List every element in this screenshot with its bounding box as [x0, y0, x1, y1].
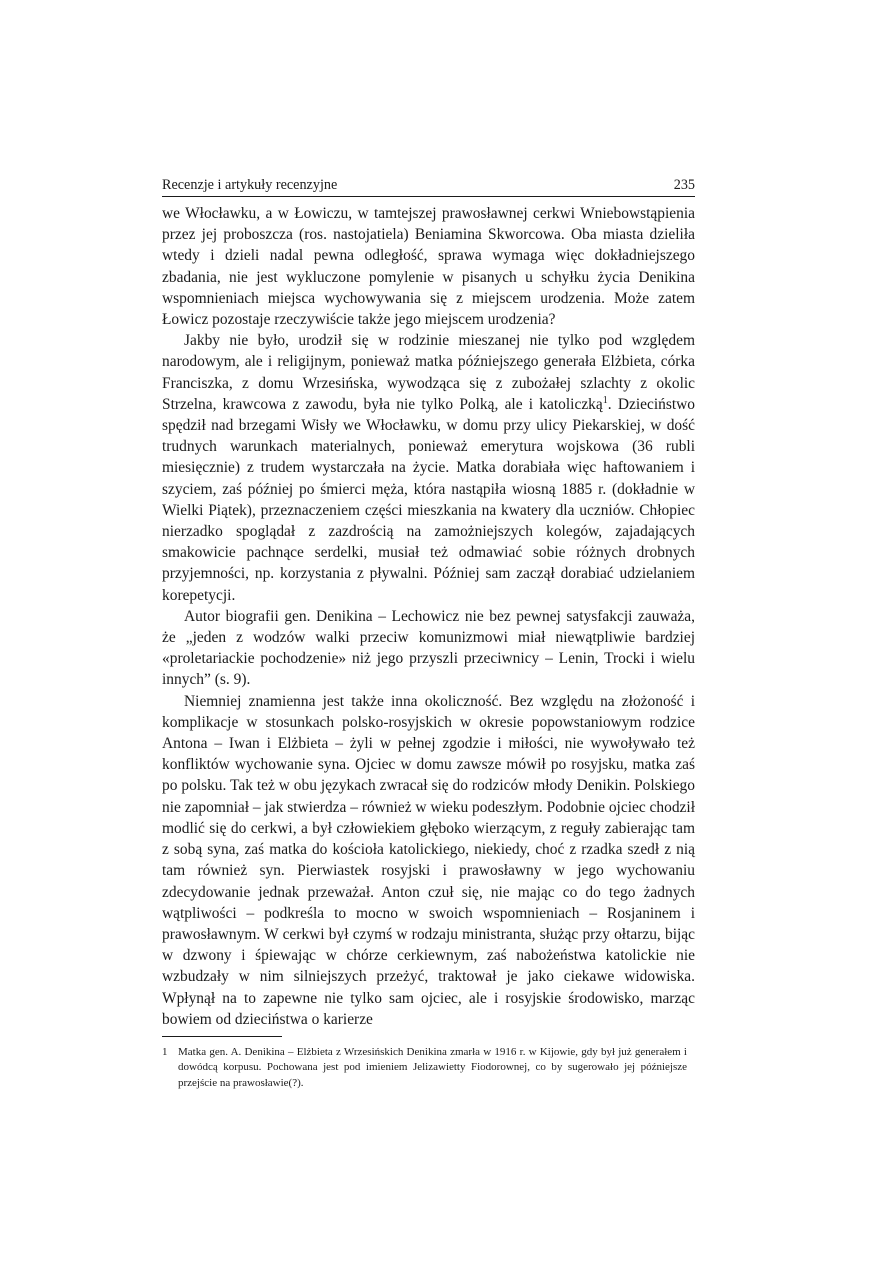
body-text — [162, 203, 695, 1030]
book-page — [162, 176, 695, 1091]
running-header-title: Recenzje i artykuły recenzyjne — [162, 177, 338, 193]
footnote-separator — [162, 1036, 282, 1037]
footnote-number: 1 — [162, 1045, 168, 1058]
footnote-reference: 1 — [602, 394, 608, 406]
paragraph — [162, 606, 695, 691]
footnote-text: Matka gen. A. Denikina – Elżbieta z Wrzesińskich Denikina zmarła w 1916 r. w Kijowie, gdy był już generałem i dowódcą korpusu. Pochowana jest pod imieniem Jelizawietty Fiodorownej, co by sugerowało jej późniejsze przejście na prawosławie(?). — [178, 1045, 687, 1089]
paragraph — [162, 330, 695, 606]
paragraph-text: Niemniej znamienna jest także inna okoliczność. Bez względu na złożoność i komplikacje w stosunkach polsko-rosyjskich w okresie popowstaniowym rodzice Antona – Iwan i Elżbieta – żyli w pełnej zgodzie i miłości, nie wywoływało też konfliktów wychowanie syna. Ojciec w domu zawsze mówił po rosyjsku, matka zaś po polsku. Tak też w obu językach zwracał się do rodziców młody Denikin. Polskiego nie zapomniał – jak stwierdza – również w wieku podeszłym. Podobnie ojciec chodził modlić się do cerkwi, a był człowiekiem głęboko wierzącym, z reguły zabierając tam z sobą syna, zaś matka do kościoła katolickiego, niekiedy, choć z rzadka szedł z nią tam również syn. Pierwiastek rosyjski i prawosławny w jego wychowaniu zdecydowanie jednak przeważał. Anton czuł się, nie mając co do tego żadnych wątpliwości – podkreśla to mocno w swoich wspomnieniach – Rosjaninem i prawosławnym. W cerkwi był czymś w rodzaju ministranta, służąc przy ołtarzu, bijąc w dzwony i śpiewając w chórze cerkiewnym, zaś nabożeństwa katolickie nie wzbudzały w nim silniejszych przeżyć, traktował je jako ciekawe widowiska. Wpłynął na to zapewne nie tylko sam ojciec, ale i rosyjskie środowisko, marząc bowiem od dzieciństwa o karierze — [162, 692, 695, 1028]
paragraph-text: Autor biografii gen. Denikina – Lechowicz nie bez pewnej satysfakcji zauważa, że „jeden z wodzów walki przeciw komunizmowi miał niewątpliwie bardziej «proletariackie pochodzenie» niż jego przyszli przeciwnicy – Lenin, Trocki i wielu innych” (s. 9). — [162, 607, 695, 689]
paragraph — [162, 203, 695, 330]
paragraph — [162, 691, 695, 1030]
running-header — [162, 176, 695, 197]
footnote — [162, 1045, 695, 1091]
paragraph-text: Jakby nie było, urodził się w rodzinie mieszanej nie tylko pod względem narodowym, ale i religijnym, ponieważ matka późniejszego generała Elżbieta, córka Franciszka, z domu Wrzesińska, wywodząca się z zubożałej szlachty z okolic Strzelna, krawcowa z zawodu, była nie tylko Polką, ale i katoliczką — [162, 332, 695, 413]
page-number: 235 — [673, 177, 695, 193]
paragraph-text: . Dzieciństwo spędził nad brzegami Wisły we Włocławku, w domu przy ulicy Piekarskiej, w dość trudnych warunkach materialnych, ponieważ emerytura wojskowa (36 rubli miesięcznie) z trudem wystarczała na życie. Matka dorabiała więc haftowaniem i szyciem, zaś później po śmierci męża, która nastąpiła wiosną 1885 r. (dokładnie w Wielki Piątek), przeznaczeniem części mieszkania na kwatery dla uczniów. Chłopiec nierzadko spoglądał z zazdrością na zamożniejszych kolegów, zajadających smakowicie pachnące serdelki, musiał też odmawiać sobie różnych drobnych przyjemności, np. korzystania z pływalni. Później sam zaczął dorabiać udzielaniem korepetycji. — [162, 395, 695, 604]
paragraph-text: we Włocławku, a w Łowiczu, w tamtejszej prawosławnej cerkwi Wniebowstąpienia przez jej proboszcza (ros. nastojatiela) Beniamina Skworcowa. Oba miasta dzieliła wtedy i dzieli nadal pewna odległość, sprawa wymaga więc dokładniejszego zbadania, nie jest wykluczone pomylenie w pisanych u schyłku życia Denikina wspomnieniach miejsca wychowywania się z miejscem urodzenia. Może zatem Łowicz pozostaje rzeczywiście także jego miejscem urodzenia? — [162, 205, 695, 329]
